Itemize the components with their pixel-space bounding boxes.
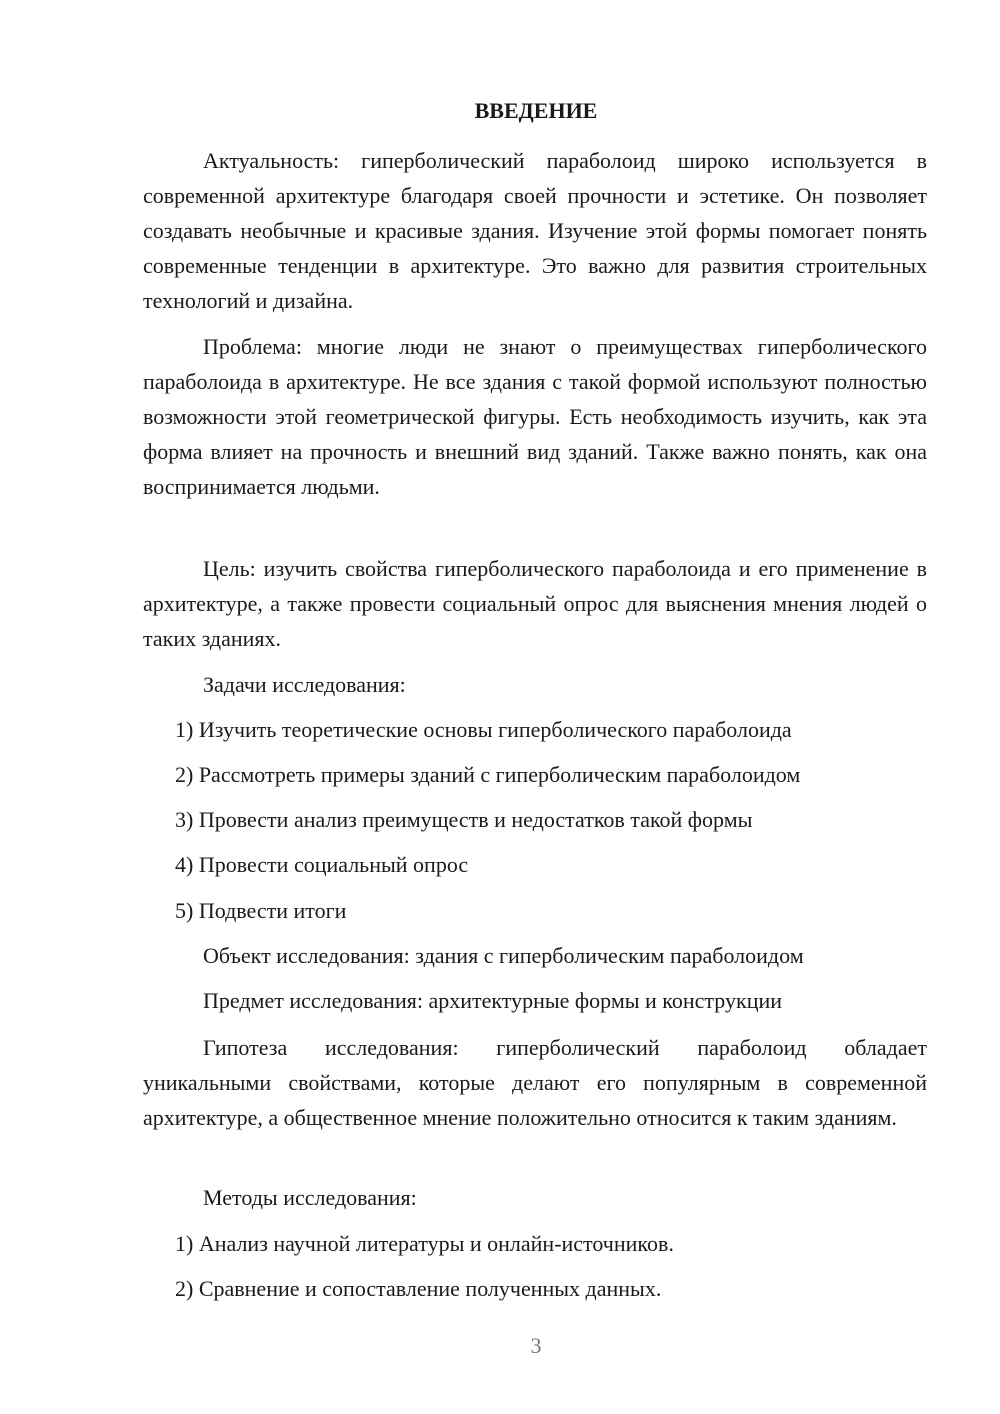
task-item-3: 3) Провести анализ преимуществ и недостатков такой формы [175,807,753,832]
task-item-2: 2) Рассмотреть примеры зданий с гиперболическим параболоидом [175,762,801,787]
page-number: 3 [530,1333,542,1358]
task-item-4: 4) Провести социальный опрос [175,852,469,877]
page-title: ВВЕДЕНИЕ [474,98,598,123]
method-item-1: 1) Анализ научной литературы и онлайн-источников. [175,1231,674,1256]
goal-paragraph: Цель: изучить свойства гиперболического параболоида и его применение в архитектуре, а также провести социальный опрос для выяснения мнения людей о таких зданиях. [143,556,927,651]
method-item-2: 2) Сравнение и сопоставление полученных данных. [175,1276,662,1301]
methods-heading: Методы исследования: [203,1185,417,1210]
task-item-5: 5) Подвести итоги [175,898,347,923]
tasks-heading: Задачи исследования: [203,672,406,697]
hypothesis-paragraph: Гипотеза исследования: гиперболический параболоид обладает уникальными свойствами, которые делают его популярным в современной архитектуре, а общественное мнение положительно относится к таким зданиям. [143,1035,927,1130]
research-object: Объект исследования: здания с гиперболическим параболоидом [203,943,804,968]
problem-paragraph: Проблема: многие люди не знают о преимуществах гиперболического параболоида в архитектуре. Не все здания с такой формой используют полностью возможности этой геометрической фигуры. Есть необходимость изучить, как эта форма влияет на прочность и внешний вид зданий. Также важно понять, как она воспринимается людьми. [143,334,927,499]
research-subject: Предмет исследования: архитектурные формы и конструкции [203,988,783,1013]
task-item-1: 1) Изучить теоретические основы гиперболического параболоида [175,717,792,742]
relevance-paragraph: Актуальность: гиперболический параболоид широко используется в современной архитектуре благодаря своей прочности и эстетике. Он позволяет создавать необычные и красивые здания. Изучение этой формы помогает понять современные тенденции в архитектуре. Это важно для развития строительных технологий и дизайна. [143,148,927,313]
